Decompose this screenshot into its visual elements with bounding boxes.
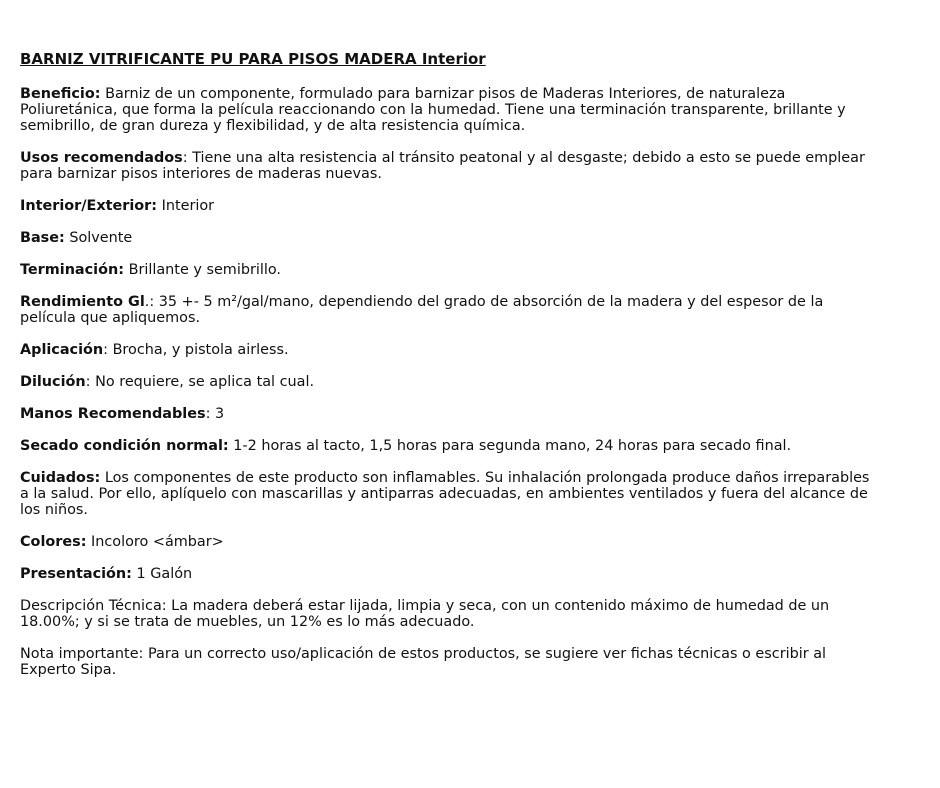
section-text: : Brocha, y pistola airless. xyxy=(103,342,289,358)
section-text: : 3 xyxy=(205,406,225,422)
section-text: : No requiere, se aplica tal cual. xyxy=(85,374,315,390)
technical-description: Descripción Técnica: La madera deberá estar lijada, limpia y seca, con un contenido máximo de humedad de un 18.00%; y si se trata de muebles, un 12% es lo más adecuado. xyxy=(20,598,830,630)
section-label: Secado condición normal: xyxy=(20,438,229,454)
section-text: 1-2 horas al tacto, 1,5 horas para segunda mano, 24 horas para secado final. xyxy=(228,438,792,454)
section-dilucion xyxy=(20,374,880,390)
section-label: Dilución xyxy=(20,374,86,390)
section-text: : Tiene una alta resistencia al tránsito peatonal y al desgaste; debido a esto se puede emplear para barnizar pisos interiores de maderas nuevas. xyxy=(20,150,865,182)
section-text: Barniz de un componente, formulado para barnizar pisos de Maderas Interiores, de naturaleza Poliuretánica, que forma la película reaccionando con la humedad. Tiene una terminación transparente, brillante y semibrillo, de gran dureza y flexibilidad, y de alta resistencia química. xyxy=(20,86,846,134)
section-label: Manos Recomendables xyxy=(20,406,206,422)
section-text: 1 Galón xyxy=(131,566,193,582)
section-manos-recomendables xyxy=(20,406,880,422)
section-presentacion xyxy=(20,566,880,582)
section-text: Brillante y semibrillo. xyxy=(124,262,281,278)
section-text: Incoloro <ámbar> xyxy=(86,534,224,550)
important-note: Nota importante: Para un correcto uso/aplicación de estos productos, se sugiere ver fichas técnicas o escribir al Experto Sipa. xyxy=(20,646,827,678)
section-beneficio xyxy=(20,86,880,134)
section-secado xyxy=(20,438,880,454)
product-document xyxy=(20,48,880,694)
section-label: Terminación: xyxy=(20,262,124,278)
section-terminacion xyxy=(20,262,880,278)
section-rendimiento xyxy=(20,294,880,326)
section-interior-exterior xyxy=(20,198,880,214)
section-label: Beneficio: xyxy=(20,86,101,102)
section-text: Interior xyxy=(157,198,215,214)
document-title: BARNIZ VITRIFICANTE PU PARA PISOS MADERA Interior xyxy=(20,50,486,68)
section-label: Rendimiento Gl xyxy=(20,294,145,310)
section-cuidados xyxy=(20,470,880,518)
section-label: Base: xyxy=(20,230,65,246)
section-base xyxy=(20,230,880,246)
section-text: Solvente xyxy=(64,230,133,246)
section-label: Colores: xyxy=(20,534,87,550)
section-aplicacion xyxy=(20,342,880,358)
section-text: Los componentes de este producto son inflamables. Su inhalación prolongada produce daños irreparables a la salud. Por ello, aplíquelo con mascarillas y antiparras adecuadas, en ambientes ventilados y fuera del alcance de los niños. xyxy=(20,470,870,518)
section-label: Presentación: xyxy=(20,566,132,582)
section-text: .: 35 +- 5 m²/gal/mano, dependiendo del grado de absorción de la madera y del espesor de la película que apliquemos. xyxy=(20,294,824,326)
section-label: Usos recomendados xyxy=(20,150,183,166)
section-label: Interior/Exterior: xyxy=(20,198,158,214)
section-colores xyxy=(20,534,880,550)
section-label: Cuidados: xyxy=(20,470,101,486)
section-label: Aplicación xyxy=(20,342,104,358)
section-usos-recomendados xyxy=(20,150,880,182)
